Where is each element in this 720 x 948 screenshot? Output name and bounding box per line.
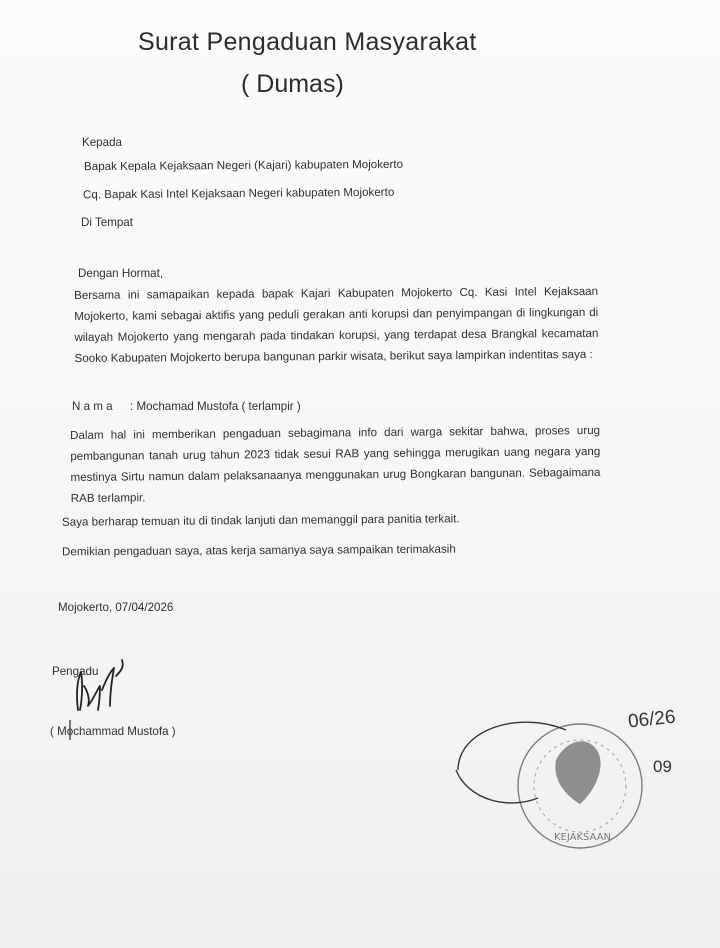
name-label: N a m a [72, 400, 113, 413]
recipient-kepada: Kepada [82, 136, 122, 149]
letter-title: Surat Pengaduan Masyarakat [138, 28, 477, 56]
letter-subtitle: ( Dumas) [241, 70, 344, 98]
official-stamp [448, 700, 718, 870]
greeting: Dengan Hormat, [78, 267, 164, 280]
signer-role: Pengadu [52, 665, 99, 678]
place-date: Mojokerto, 07/04/2026 [58, 601, 174, 614]
stamp-text: KEJAKSAAN [554, 832, 612, 843]
signer-name: ( Mochammad Mustofa ) [50, 725, 176, 738]
recipient-line-1: Bapak Kepala Kejaksaan Negeri (Kajari) kabupaten Mojokerto [83, 157, 404, 174]
signature-area [50, 650, 210, 740]
stamp-note-bottom: 09 [653, 757, 672, 776]
paragraph-complaint: Dalam hal ini memberikan pengaduan sebagimana info dari warga sekitar bahwa, proses urug pembangunan tanah urug tahun 2023 tidak sesui RAB yang sehingga merugikan uang negara yang mestinya Sirtu namun dalam pelaksanaanya menggunakan urug Bongkaran bangunan. Sebagaimana RAB terlampir. [70, 423, 601, 505]
stamp-seal-icon [448, 700, 718, 870]
paragraph-intro: Bersama ini samapaikan kepada bapak Kajari Kabupaten Mojokerto Cq. Kasi Intel Kejaksaan Mojokerto, kami sebagai aktifis yang peduli gerakan anti korupsi dan penyimpangan di lingkungan di wilayah Mojokerto yang mengarah pada tindakan korupsi, yang terdapat desa Brangkal kecamatan Sooko Kabupaten Mojokerto berupa bangunan parkir wisata, berikut saya lampirkan indentitas saya : [74, 284, 599, 365]
recipient-line-3: Di Tempat [81, 216, 133, 229]
paragraph-hope: Saya berharap temuan itu di tindak lanjuti dan memanggil para panitia terkait. [61, 512, 460, 529]
paragraph-closing: Demikian pengaduan saya, atas kerja samanya saya sampaikan terimakasih [61, 542, 456, 559]
recipient-line-2: Cq. Bapak Kasi Intel Kejaksaan Negeri kabupaten Mojokerto [82, 185, 395, 202]
name-value: : Mochamad Mustofa ( terlampir ) [130, 400, 301, 413]
stamp-note-top: 06/26 [627, 706, 677, 733]
